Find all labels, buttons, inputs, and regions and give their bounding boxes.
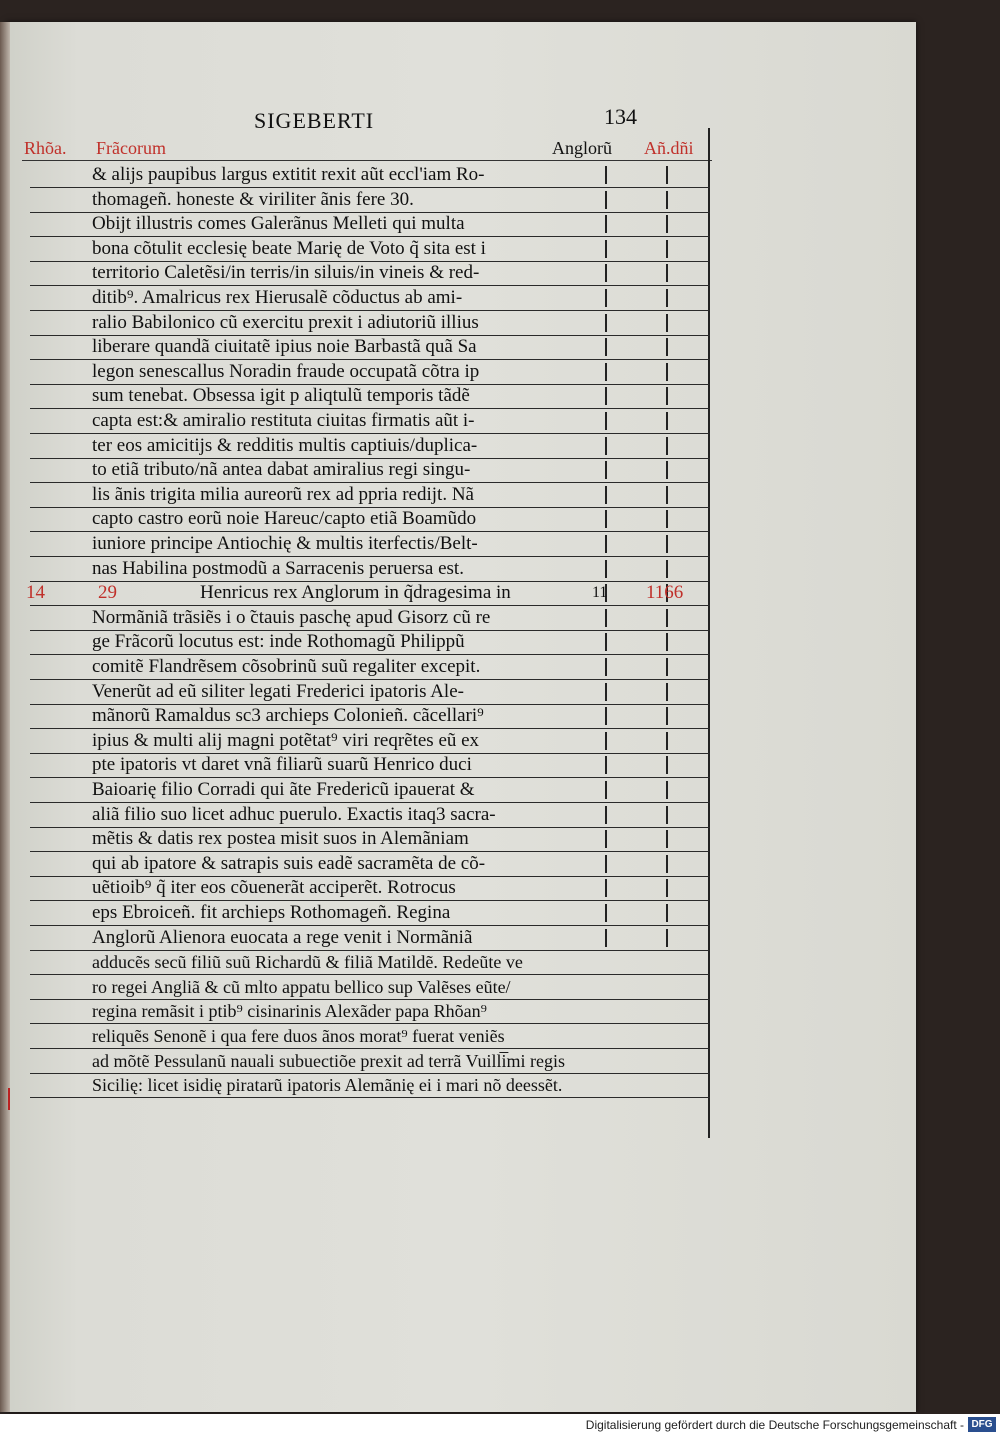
dfg-logo: DFG	[968, 1417, 996, 1432]
text-line	[30, 754, 710, 778]
anglorum-column-mark	[605, 904, 607, 922]
text-line-content: uẽtioib⁹ q̃ iter eos cõuenerãt acciperẽt. Rotrocus	[92, 877, 456, 899]
text-line	[30, 804, 710, 828]
text-line	[30, 262, 710, 286]
text-line-content: sum tenebat. Obsessa igit p aliqtulũ temporis tãdẽ	[92, 385, 470, 407]
text-line-content: capta est:& amiralio restituta ciuitas firmatis aũt i-	[92, 410, 475, 431]
anni-column-mark	[666, 756, 668, 774]
anglorum-column-mark	[605, 732, 607, 750]
text-line-content: to etiã tributo/nã antea dabat amiralius regi singu-	[92, 459, 471, 481]
text-line	[30, 533, 710, 557]
anni-column-mark	[666, 781, 668, 799]
anni-column-mark	[666, 683, 668, 701]
text-line	[30, 312, 710, 336]
text-line	[30, 508, 710, 532]
anglorum-column-mark	[605, 830, 607, 848]
anglorum-column-mark	[605, 191, 607, 209]
text-line-content: thomageñ. honeste & viriliter ãnis fere 30.	[92, 188, 414, 210]
anglorum-column-mark	[605, 363, 607, 381]
column-head-francorum: Frãcorum	[96, 138, 166, 158]
anni-column-mark	[666, 609, 668, 627]
text-line-content: ditib⁹. Amalricus rex Hierusalẽ cõductus ab ami-	[92, 287, 463, 308]
text-line	[30, 730, 710, 754]
anglorum-column-mark	[605, 560, 607, 578]
text-line-content: Baioarię filio Corradi qui ãte Fredericũ ipauerat &	[92, 779, 475, 800]
text-line	[30, 607, 710, 631]
text-line-content: iuniore principe Antiochię & multis iterfectis/Belt-	[92, 533, 478, 554]
anni-column-mark	[666, 289, 668, 307]
text-line-content: comitẽ Flandrẽsem cõsobrinũ suũ regaliter excepit.	[92, 656, 481, 677]
anglorum-column-mark	[605, 166, 607, 184]
anglorum-column-mark	[605, 806, 607, 824]
text-line	[30, 656, 710, 680]
anglorum-column-mark	[605, 437, 607, 455]
anglorum-column-mark	[605, 609, 607, 627]
text-line	[30, 976, 710, 1000]
text-line	[30, 631, 710, 655]
anni-column-mark	[666, 314, 668, 332]
text-line-content: Obijt illustris comes Galerãnus Melleti qui multa	[92, 213, 465, 235]
footer-credit: Digitalisierung gefördert durch die Deutsche Forschungsgemeinschaft -	[585, 1418, 964, 1432]
text-line	[30, 336, 710, 360]
text-line	[30, 1000, 710, 1024]
anni-column-mark	[666, 387, 668, 405]
text-line-content: ter eos amicitijs & redditis multis captiuis/duplica-	[92, 434, 478, 456]
text-line	[30, 1025, 710, 1049]
anni-column-mark	[666, 363, 668, 381]
running-head: SIGEBERTI	[254, 108, 375, 133]
anglorum-column-mark	[605, 756, 607, 774]
anglorum-column-mark	[605, 338, 607, 356]
anglorum-column-mark	[605, 314, 607, 332]
text-line-content: ge Frãcorũ locutus est: inde Rothomagũ Philippũ	[92, 631, 465, 653]
text-line-content: liberare quandã ciuitatẽ ipius noie Barbastã quã Sa	[92, 336, 477, 358]
text-line-content: Venerũt ad eũ siliter legati Frederici ipatoris Ale-	[92, 680, 464, 702]
text-line	[30, 361, 710, 385]
anni-column-mark	[666, 633, 668, 651]
entry-number-rhoa: 14	[26, 582, 45, 604]
anni-column-mark	[666, 560, 668, 578]
text-line-content: lis ãnis trigita milia aureorũ rex ad ppria redijt. Nã	[92, 483, 474, 505]
anglorum-column-mark	[605, 929, 607, 947]
text-line	[30, 902, 710, 926]
text-line	[30, 410, 710, 434]
anglorum-column-mark	[605, 855, 607, 873]
anglorum-column-mark	[605, 658, 607, 676]
anglorum-column-mark	[605, 387, 607, 405]
anni-column-mark	[666, 191, 668, 209]
line-rule	[30, 1097, 710, 1098]
text-line	[30, 705, 710, 729]
text-line-content: eps Ebroiceñ. fit archieps Rothomageñ. Regina	[92, 902, 451, 923]
anglorum-column-mark	[605, 215, 607, 233]
anni-column-mark	[666, 855, 668, 873]
anni-column-mark	[666, 830, 668, 848]
text-line	[30, 877, 710, 901]
anglorum-column-mark	[605, 412, 607, 430]
folio-number: 134	[604, 104, 637, 129]
text-line-content: ro regei Angliã & cũ mlto appatu bellico sup Valẽses eũte/	[92, 976, 511, 997]
anni-column-mark	[666, 338, 668, 356]
anglorum-column-mark	[605, 264, 607, 282]
text-line-content: adducẽs secũ filiũ suũ Richardũ & filiã Matildẽ. Redeũte ve	[92, 952, 523, 973]
text-line	[30, 164, 710, 188]
anglorum-column-mark	[605, 510, 607, 528]
anglorum-column-mark	[605, 707, 607, 725]
text-line-content: Anglorũ Alienora euocata a rege venit i Normãniã	[92, 926, 473, 948]
anglorum-column-mark	[605, 683, 607, 701]
text-line-content: pte ipatoris vt daret vnã filiarũ suarũ Henrico duci	[92, 754, 472, 776]
entry-number-anglorum: 11	[592, 584, 608, 602]
anglorum-column-mark	[605, 535, 607, 553]
text-line-content: ralio Babilonico cũ exercitu prexit i adiutoriũ illius	[92, 311, 479, 333]
anglorum-column-mark	[605, 289, 607, 307]
anni-column-mark	[666, 904, 668, 922]
anglorum-column-mark	[605, 486, 607, 504]
column-head-anglorum: Anglorũ	[552, 138, 612, 158]
text-line	[30, 484, 710, 508]
anglorum-column-mark	[605, 781, 607, 799]
text-line	[30, 853, 710, 877]
anglorum-column-mark	[605, 879, 607, 897]
anni-column-mark	[666, 486, 668, 504]
text-line	[30, 1050, 710, 1074]
text-line	[30, 385, 710, 409]
header-rule	[22, 160, 712, 161]
text-line	[30, 459, 710, 483]
text-line-content: nas Habilina postmodũ a Sarracenis peruersa est.	[92, 557, 464, 579]
text-line	[30, 435, 710, 459]
text-line-content: aliã filio suo licet adhuc puerulo. Exactis itaq3 sacra-	[92, 803, 496, 825]
anni-column-mark	[666, 166, 668, 184]
anni-column-mark	[666, 461, 668, 479]
text-line-content: ipius & multi alij magni potẽtat⁹ viri reqrẽtes eũ ex	[92, 729, 480, 751]
left-red-mark	[8, 1088, 10, 1110]
anni-column-mark	[666, 437, 668, 455]
text-line	[30, 1074, 710, 1098]
text-line	[30, 558, 710, 582]
text-line	[30, 951, 710, 975]
entry-number-anni: 1166	[646, 582, 684, 604]
anni-column-mark	[666, 732, 668, 750]
text-line-content: mãnorũ Ramaldus sc3 archieps Colonieñ. cãcellari⁹	[92, 705, 484, 727]
entry-number-francorum: 29	[98, 582, 117, 604]
text-line	[30, 189, 710, 213]
anni-column-mark	[666, 658, 668, 676]
anni-column-mark	[666, 240, 668, 258]
text-line	[30, 828, 710, 852]
page-spine-edge	[0, 22, 10, 1412]
anni-column-mark	[666, 806, 668, 824]
text-line	[30, 287, 710, 311]
anglorum-column-mark	[605, 461, 607, 479]
anni-column-mark	[666, 264, 668, 282]
anni-column-mark	[666, 510, 668, 528]
text-line-content: bona cõtulit ecclesię beate Marię de Voto q̃ sita est i	[92, 237, 486, 259]
text-line-content: mẽtis & datis rex postea misit suos in Alemãniam	[92, 828, 469, 850]
text-line-content: regina remãsit i ptib⁹ cisinarinis Alexãder papa Rhõan⁹	[92, 1001, 487, 1022]
text-line-content: reliquẽs Senonẽ i qua fere duos ãnos morat⁹ fuerat veniẽs	[92, 1026, 505, 1046]
text-line	[30, 213, 710, 237]
text-line-content: legon senescallus Noradin fraude occupatã cõtra ip	[92, 360, 480, 382]
text-line-content: & alijs paupibus largus extitit rexit aũt eccl'iam Ro-	[92, 164, 485, 185]
anni-column-mark	[666, 707, 668, 725]
anni-column-mark	[666, 535, 668, 553]
text-line-content: ad mõtẽ Pessulanũ nauali subuectiõe prexit ad terrã Vuilli̅mi regis	[92, 1050, 565, 1071]
anglorum-column-mark	[605, 240, 607, 258]
text-line	[26, 582, 710, 606]
text-line	[30, 779, 710, 803]
anni-column-mark	[666, 215, 668, 233]
anni-column-mark	[666, 929, 668, 947]
text-line-content: qui ab ipatore & satrapis suis eadẽ sacramẽta de cõ-	[92, 852, 486, 874]
text-line	[30, 238, 710, 262]
text-line-content: Henricus rex Anglorum in q̃dragesima in	[200, 582, 511, 604]
anni-column-mark	[666, 412, 668, 430]
text-line	[30, 681, 710, 705]
text-line-content: territorio Caletẽsi/in terris/in siluis/in vineis & red-	[92, 262, 480, 284]
text-line-content: Normãniã trãsiẽs i o ̃ctauis paschę apud Gisorz cũ re	[92, 606, 491, 628]
anni-column-mark	[666, 879, 668, 897]
text-line-content: Sicilię: licet isidię piratarũ ipatoris Alemãnię ei i mari nõ deessẽt.	[92, 1075, 563, 1096]
column-head-anni: Añ.dñi	[644, 138, 694, 158]
text-line	[30, 927, 710, 951]
text-line-content: capto castro eorũ noie Hareuc/capto etiã Boamũdo	[92, 508, 477, 530]
anglorum-column-mark	[605, 633, 607, 651]
column-head-rhoa: Rhõa.	[24, 138, 67, 158]
